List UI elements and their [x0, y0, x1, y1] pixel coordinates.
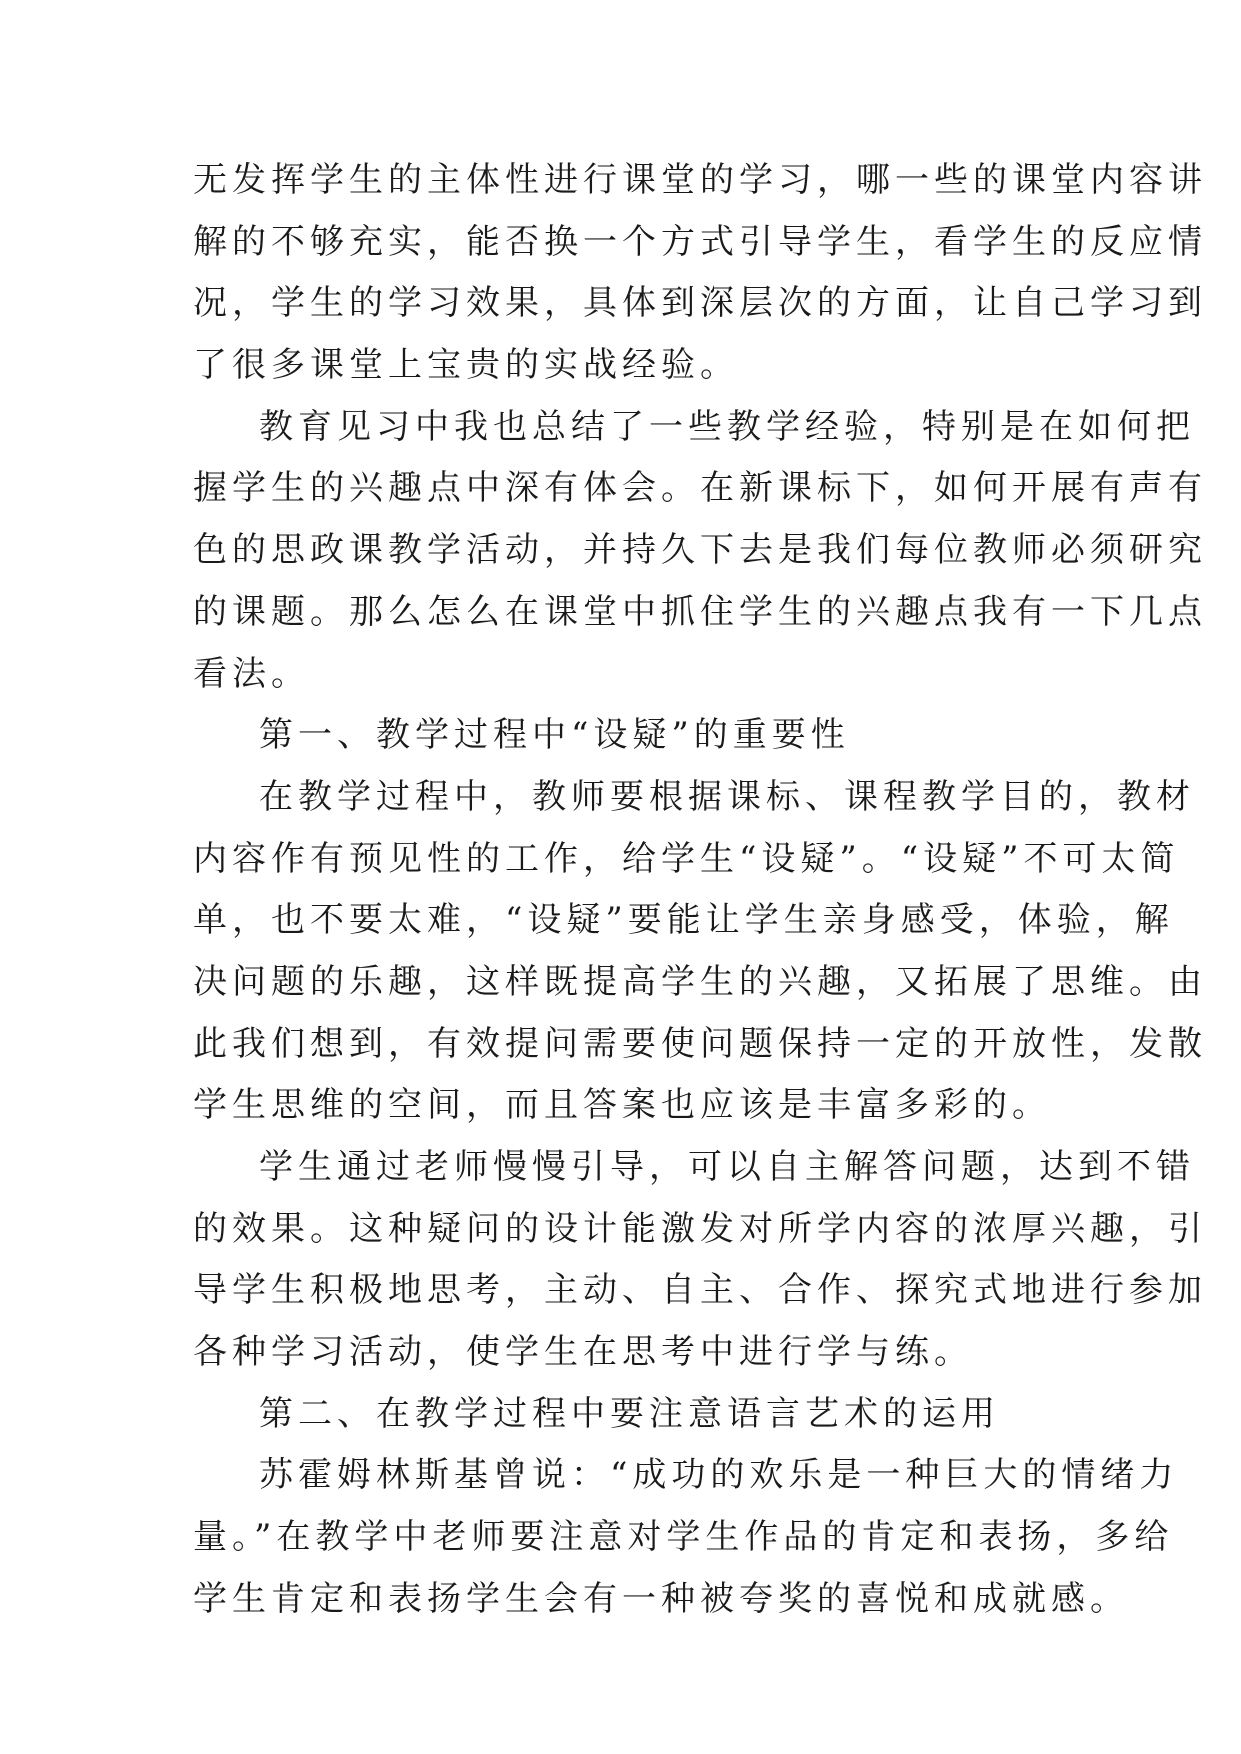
text-line: 看法。 — [193, 653, 310, 694]
text-line: 第二、在教学过程中要注意语言艺术的运用 — [259, 1393, 1000, 1434]
text-line: 握学生的兴趣点中深有体会。在新课标下，如何开展有声有 — [193, 468, 1207, 509]
paragraph-praise — [193, 1445, 1179, 1630]
text-line: 苏霍姆林斯基曾说：“成功的欢乐是一种巨大的情绪力 — [259, 1455, 1179, 1496]
text-line: 在教学过程中，教师要根据课标、课程教学目的，教材 — [259, 776, 1195, 817]
text-line: 各种学习活动，使学生在思考中进行学与练。 — [193, 1332, 973, 1373]
text-line: 况，学生的学习效果，具体到深层次的方面，让自己学习到 — [193, 283, 1207, 324]
text-line: 内容作有预见性的工作，给学生“设疑”。“设疑”不可太简 — [193, 838, 1180, 879]
text-line: 教育见习中我也总结了一些教学经验，特别是在如何把 — [259, 406, 1195, 447]
text-line: 此我们想到，有效提问需要使问题保持一定的开放性，发散 — [193, 1023, 1207, 1064]
text-line: 的课题。那么怎么在课堂中抓住学生的兴趣点我有一下几点 — [193, 591, 1207, 632]
text-line: 量。”在教学中老师要注意对学生作品的肯定和表扬，多给 — [193, 1517, 1174, 1558]
text-line: 学生通过老师慢慢引导，可以自主解答问题，达到不错 — [259, 1147, 1195, 1187]
text-line: 导学生积极地思考，主动、自主、合作、探究式地进行参加 — [193, 1270, 1207, 1311]
paragraph-continuation — [193, 150, 1207, 397]
paragraph-questioning — [193, 767, 1207, 1137]
text-line: 无发挥学生的主体性进行课堂的学习，哪一些的课堂内容讲 — [193, 160, 1207, 200]
paragraph-teaching-experience — [193, 397, 1207, 705]
text-line: 色的思政课教学活动，并持久下去是我们每位教师必须研究 — [193, 530, 1207, 571]
text-line: 决问题的乐趣，这样既提高学生的兴趣，又拓展了思维。由 — [193, 961, 1207, 1002]
text-line: 解的不够充实，能否换一个方式引导学生，看学生的反应情 — [193, 221, 1207, 262]
paragraph-guidance — [193, 1137, 1207, 1384]
text-line: 学生肯定和表扬学生会有一种被夸奖的喜悦和成就感。 — [193, 1578, 1129, 1619]
section-heading-2 — [193, 1384, 1063, 1446]
section-heading-1 — [193, 705, 1063, 767]
text-line: 单，也不要太难，“设疑”要能让学生亲身感受，体验，解 — [193, 900, 1174, 941]
text-line: 学生思维的空间，而且答案也应该是丰富多彩的。 — [193, 1085, 1051, 1126]
document-body — [193, 150, 1207, 1631]
text-line: 了很多课堂上宝贵的实战经验。 — [193, 345, 739, 386]
text-line: 第一、教学过程中“设疑”的重要性 — [259, 715, 850, 756]
text-line: 的效果。这种疑问的设计能激发对所学内容的浓厚兴趣，引 — [193, 1208, 1207, 1249]
